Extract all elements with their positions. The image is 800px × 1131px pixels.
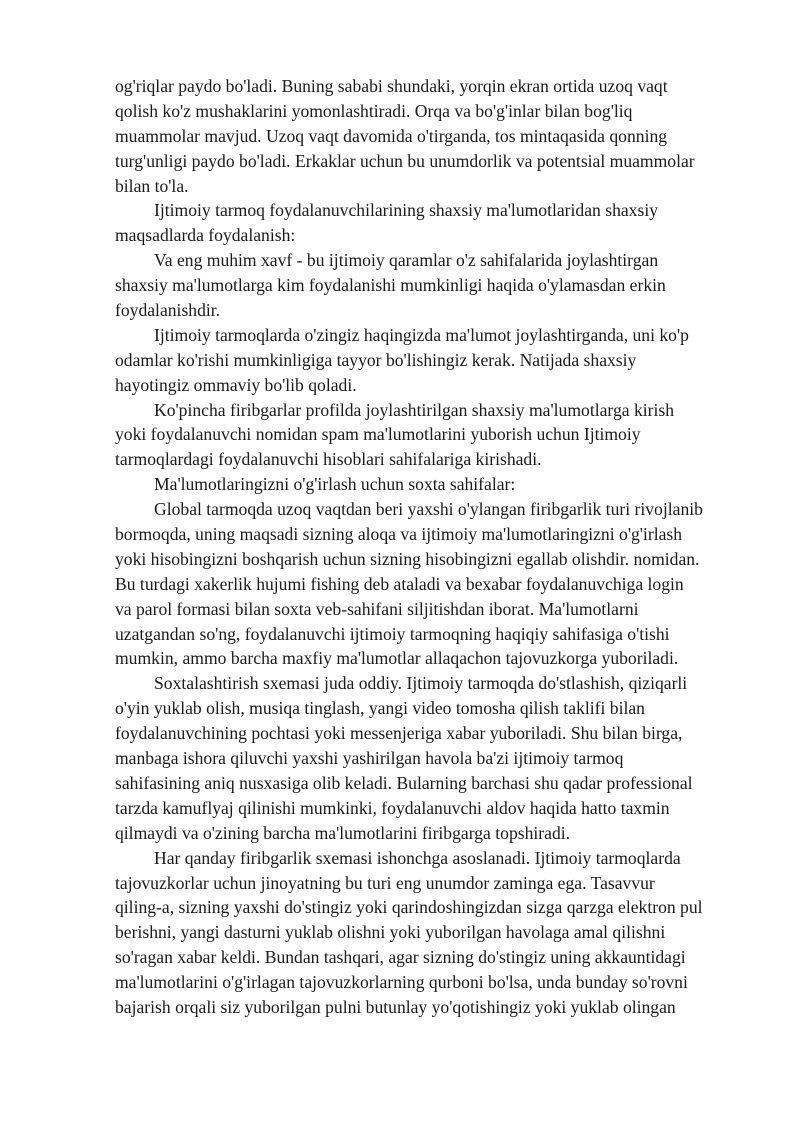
paragraph: [115, 846, 739, 1020]
text-line: tarmoqlardagi foydalanuvchi hisoblari sahifalariga kirishadi.: [115, 449, 542, 470]
text-line: so'ragan xabar keldi. Bundan tashqari, agar sizning do'stingiz uning akkauntidagi: [115, 947, 686, 968]
text-line: sahifasining aniq nusxasiga olib keladi. Bularning barchasi shu qadar professional: [115, 772, 693, 793]
paragraph: [115, 671, 739, 845]
text-line: o'yin yuklab olish, musiqa tinglash, yangi video tomosha qilish taklifi bilan: [115, 698, 645, 719]
text-line: yoki foydalanuvchi nomidan spam ma'lumotlarini yuborish uchun Ijtimoiy: [115, 424, 641, 445]
text-line: Bu turdagi xakerlik hujumi fishing deb ataladi va bexabar foydalanuvchiga login: [115, 573, 684, 594]
text-line: bormoqda, uning maqsadi sizning aloqa va ijtimoiy ma'lumotlaringizni o'g'irlash: [115, 524, 683, 545]
text-line: va parol formasi bilan soxta veb-sahifani siljitishdan iborat. Ma'lumotlarni: [115, 598, 639, 619]
text-line: Soxtalashtirish sxemasi juda oddiy. Ijtimoiy tarmoqda do'stlashish, qiziqarli: [154, 673, 688, 694]
text-line: odamlar ko'rishi mumkinligiga tayyor bo'lishingiz kerak. Natijada shaxsiy: [115, 349, 637, 370]
text-line: uzatgandan so'ng, foydalanuvchi ijtimoiy tarmoqning haqiqiy sahifasiga o'tishi: [115, 623, 670, 644]
paragraph: [115, 398, 739, 473]
text-line: Ijtimoiy tarmoqlarda o'zingiz haqingizda ma'lumot joylashtirganda, uni ko'p: [154, 324, 689, 345]
text-line: shaxsiy ma'lumotlarga kim foydalanishi mumkinligi haqida o'ylamasdan erkin: [115, 275, 666, 296]
text-line: foydalanishdir.: [115, 300, 221, 321]
text-line: Ma'lumotlaringizni o'g'irlash uchun soxta sahifalar:: [154, 474, 516, 495]
text-line: ma'lumotlarini o'g'irlagan tajovuzkorlarning qurboni bo'lsa, unda bunday so'rovni: [115, 972, 688, 993]
text-line: Ko'pincha firibgarlar profilda joylashtirilgan shaxsiy ma'lumotlarga kirish: [154, 399, 675, 420]
text-line: hayotingiz ommaviy bo'lib qoladi.: [115, 374, 357, 395]
text-line: og'riqlar paydo bo'ladi. Buning sababi shundaki, yorqin ekran ortida uzoq vaqt: [115, 76, 668, 96]
paragraph: [115, 198, 739, 248]
text-line: tajovuzkorlar uchun jinoyatning bu turi eng unumdor zaminga ega. Tasavvur: [115, 872, 655, 893]
text-line: muammolar mavjud. Uzoq vaqt davomida o'tirganda, tos mintaqasida qonning: [115, 125, 668, 146]
paragraph: [115, 74, 739, 198]
paragraph: [115, 472, 739, 497]
text-line: Va eng muhim xavf - bu ijtimoiy qaramlar o'z sahifalarida joylashtirgan: [154, 250, 659, 271]
text-line: turg'unligi paydo bo'ladi. Erkaklar uchun bu unumdorlik va potentsial muammolar: [115, 150, 695, 171]
text-line: bajarish orqali siz yuborilgan pulni butunlay yo'qotishingiz yoki yuklab olingan: [115, 996, 676, 1017]
document-page: [115, 74, 739, 1020]
text-line: maqsadlarda foydalanish:: [115, 225, 296, 246]
text-line: foydalanuvchining pochtasi yoki messenjeriga xabar yuboriladi. Shu bilan birga,: [115, 723, 683, 744]
text-line: manbaga ishora qiluvchi yaxshi yashirilgan havola ba'zi ijtimoiy tarmoq: [115, 748, 624, 769]
paragraph: [115, 323, 739, 398]
text-line: bilan to'la.: [115, 175, 189, 196]
paragraph: [115, 248, 739, 323]
text-line: yoki hisobingizni boshqarish uchun sizning hisobingizni egallab olishdir. nomidan.: [115, 548, 700, 569]
text-line: qiling-a, sizning yaxshi do'stingiz yoki qarindoshingizdan sizga qarzga elektron pul: [115, 897, 703, 918]
text-line: tarzda kamuflyaj qilinishi mumkinki, foydalanuvchi aldov haqida hatto taxmin: [115, 797, 670, 818]
text-line: berishni, yangi dasturni yuklab olishni yoki yuborilgan havolaga amal qilishni: [115, 922, 666, 943]
text-line: qilmaydi va o'zining barcha ma'lumotlarini firibgarga topshiradi.: [115, 822, 571, 843]
text-line: Global tarmoqda uzoq vaqtdan beri yaxshi o'ylangan firibgarlik turi rivojlanib: [154, 499, 703, 520]
text-line: mumkin, ammo barcha maxfiy ma'lumotlar allaqachon tajovuzkorga yuboriladi.: [115, 648, 679, 669]
text-line: Har qanday firibgarlik sxemasi ishonchga asoslanadi. Ijtimoiy tarmoqlarda: [154, 847, 681, 868]
paragraph: [115, 497, 739, 671]
text-line: qolish ko'z mushaklarini yomonlashtiradi. Orqa va bo'g'inlar bilan bog'liq: [115, 100, 633, 121]
text-line: Ijtimoiy tarmoq foydalanuvchilarining shaxsiy ma'lumotlaridan shaxsiy: [154, 200, 659, 221]
